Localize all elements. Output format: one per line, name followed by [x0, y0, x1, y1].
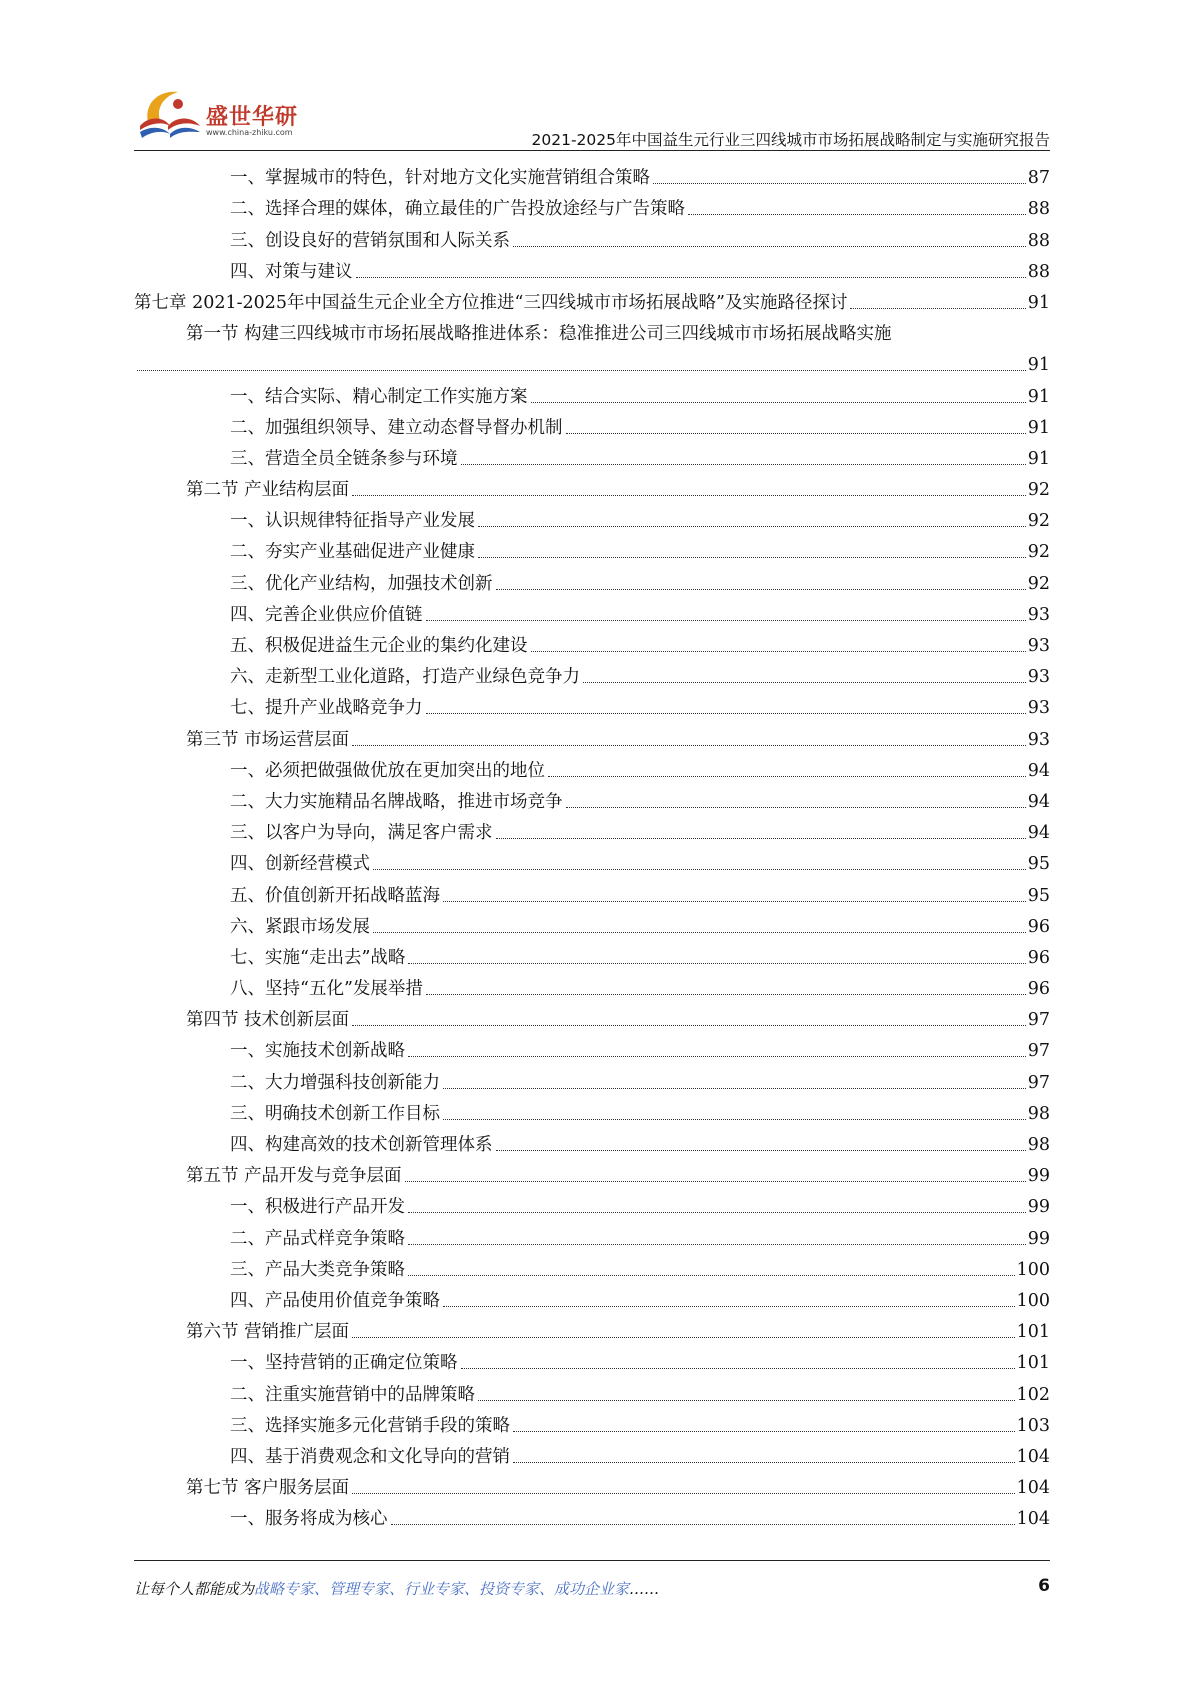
toc-entry[interactable]	[134, 1406, 1050, 1437]
toc-entry-label: 第七节 客户服务层面	[186, 1478, 350, 1499]
toc-entry-label: 三、优化产业结构，加强技术创新	[230, 573, 493, 594]
toc-entry-label: 四、对策与建议	[230, 261, 353, 282]
toc-entry[interactable]	[134, 626, 1050, 657]
toc-entry-label: 二、大力实施精品名牌战略，推进市场竞争	[230, 791, 563, 812]
toc-entry[interactable]	[134, 1156, 1050, 1187]
toc-entry-label: 四、产品使用价值竞争策略	[230, 1290, 440, 1311]
toc-entry-label: 一、服务将成为核心	[230, 1509, 388, 1530]
brand-name: 盛世华研	[206, 105, 299, 130]
toc-entry-page: 92	[1027, 511, 1050, 532]
toc-entry[interactable]	[134, 532, 1050, 563]
toc-dot-leader	[548, 776, 1026, 777]
toc-entry-page: 91	[1027, 292, 1050, 313]
toc-entry-label: 三、选择实施多元化营销手段的策略	[230, 1415, 510, 1436]
toc-dot-leader	[443, 1088, 1026, 1089]
toc-entry[interactable]	[134, 1468, 1050, 1499]
toc-dot-leader	[373, 869, 1026, 870]
toc-entry[interactable]	[134, 657, 1050, 688]
toc-dot-leader	[405, 1181, 1026, 1182]
toc-dot-leader	[426, 713, 1026, 714]
slogan-suffix: ……	[629, 1580, 660, 1598]
toc-dot-leader	[496, 589, 1026, 590]
page-number: 6	[1038, 1576, 1050, 1596]
toc-entry-page: 91	[1027, 355, 1050, 376]
toc-entry-page: 93	[1027, 667, 1050, 688]
toc-entry-page: 88	[1027, 261, 1050, 282]
toc-entry[interactable]	[134, 189, 1050, 220]
toc-entry[interactable]	[134, 1281, 1050, 1312]
toc-entry-page: 104	[1016, 1446, 1050, 1467]
toc-entry-page: 95	[1027, 854, 1050, 875]
toc-dot-leader	[461, 1368, 1015, 1369]
toc-entry-label: 第四节 技术创新层面	[186, 1010, 350, 1031]
toc-entry-label: 三、营造全员全链条参与环境	[230, 448, 458, 469]
toc-entry-label: 一、实施技术创新战略	[230, 1041, 405, 1062]
brand-url: www.china-zhiku.com	[206, 128, 293, 137]
toc-dot-leader	[356, 277, 1026, 278]
toc-entry-page: 104	[1016, 1478, 1050, 1499]
toc-entry[interactable]	[134, 376, 1050, 407]
toc-entry[interactable]	[134, 1250, 1050, 1281]
toc-entry[interactable]	[134, 844, 1050, 875]
toc-entry[interactable]	[134, 1312, 1050, 1343]
toc-entry-label: 六、走新型工业化道路，打造产业绿色竞争力	[230, 667, 580, 688]
toc-entry-label: 一、坚持营销的正确定位策略	[230, 1353, 458, 1374]
toc-dot-leader	[352, 745, 1026, 746]
report-title: 2021-2025年中国益生元行业三四线城市市场拓展战略制定与实施研究报告	[531, 131, 1050, 149]
toc-entry-label: 五、价值创新开拓战略蓝海	[230, 885, 440, 906]
toc-entry-page: 99	[1027, 1197, 1050, 1218]
toc-dot-leader	[373, 932, 1026, 933]
toc-entry-page: 99	[1027, 1166, 1050, 1187]
toc-entry-page: 97	[1027, 1010, 1050, 1031]
toc-entry-label: 二、产品式样竞争策略	[230, 1228, 405, 1249]
toc-entry-label: 四、构建高效的技术创新管理体系	[230, 1135, 493, 1155]
toc-entry-page: 101	[1016, 1353, 1050, 1374]
toc-entry-page: 96	[1027, 947, 1050, 968]
toc-entry-label: 一、掌握城市的特色，针对地方文化实施营销组合策略	[230, 168, 650, 189]
toc-dot-leader	[391, 1524, 1015, 1525]
toc-entry-label: 二、注重实施营销中的品牌策略	[230, 1384, 475, 1405]
toc-entry-label: 四、创新经营模式	[230, 854, 370, 875]
toc-entry[interactable]	[134, 1031, 1050, 1062]
toc-entry-page: 102	[1016, 1384, 1050, 1405]
header-divider	[134, 150, 1050, 151]
toc-entry[interactable]	[134, 1218, 1050, 1249]
toc-entry[interactable]	[134, 969, 1050, 1000]
toc-entry[interactable]	[134, 1343, 1050, 1374]
toc-entry[interactable]	[134, 439, 1050, 470]
toc-entry[interactable]	[134, 1125, 1050, 1156]
toc-entry[interactable]	[134, 751, 1050, 782]
toc-entry-page: 93	[1027, 698, 1050, 719]
toc-entry-label: 二、选择合理的媒体，确立最佳的广告投放途经与广告策略	[230, 199, 685, 220]
toc-entry-label: 第二节 产业结构层面	[186, 480, 350, 501]
toc-entry[interactable]	[134, 1437, 1050, 1468]
toc-dot-leader	[566, 433, 1026, 434]
toc-dot-leader	[850, 308, 1025, 309]
toc-entry[interactable]	[134, 252, 1050, 283]
toc-entry-page: 101	[1016, 1322, 1050, 1343]
toc-entry[interactable]	[134, 345, 1050, 376]
toc-entry-page: 98	[1027, 1103, 1050, 1124]
table-of-contents	[134, 158, 1050, 1530]
toc-entry[interactable]	[134, 688, 1050, 719]
toc-entry-page: 92	[1027, 542, 1050, 563]
toc-entry-page: 94	[1027, 823, 1050, 844]
slogan-highlight: 战略专家、管理专家、行业专家、投资专家、成功企业家	[254, 1580, 630, 1598]
toc-entry[interactable]	[134, 1000, 1050, 1031]
toc-entry[interactable]	[134, 1187, 1050, 1218]
toc-entry-page: 91	[1027, 386, 1050, 407]
toc-entry-page: 96	[1027, 916, 1050, 937]
toc-dot-leader	[653, 183, 1026, 184]
toc-entry[interactable]	[134, 314, 1050, 345]
toc-entry[interactable]	[134, 938, 1050, 969]
toc-dot-leader	[352, 1493, 1015, 1494]
toc-entry-page: 88	[1027, 199, 1050, 220]
toc-entry-page: 100	[1016, 1290, 1050, 1311]
toc-entry-label: 第一节 构建三四线城市市场拓展战略推进体系：稳准推进公司三四线城市市场拓展战略实施	[186, 324, 892, 345]
toc-dot-leader	[408, 1056, 1026, 1057]
toc-entry-page: 93	[1027, 604, 1050, 625]
toc-dot-leader	[443, 1119, 1026, 1120]
toc-dot-leader	[443, 901, 1026, 902]
toc-entry-page: 94	[1027, 760, 1050, 781]
toc-entry-page: 99	[1027, 1228, 1050, 1249]
toc-entry-label: 一、必须把做强做优放在更加突出的地位	[230, 760, 545, 781]
toc-entry-label: 一、积极进行产品开发	[230, 1197, 405, 1218]
toc-entry-page: 97	[1027, 1041, 1050, 1062]
toc-entry[interactable]	[134, 158, 1050, 189]
toc-dot-leader	[513, 1462, 1015, 1463]
toc-entry-label: 三、以客户为导向，满足客户需求	[230, 823, 493, 844]
toc-dot-leader	[583, 682, 1026, 683]
toc-entry[interactable]	[134, 1094, 1050, 1125]
toc-entry-label: 七、提升产业战略竞争力	[230, 698, 423, 719]
logo-emblem-icon	[134, 82, 204, 150]
toc-entry-label: 三、明确技术创新工作目标	[230, 1103, 440, 1124]
toc-entry[interactable]	[134, 220, 1050, 251]
toc-dot-leader	[352, 1337, 1015, 1338]
toc-entry-label: 一、结合实际、精心制定工作实施方案	[230, 386, 528, 407]
footer-divider	[134, 1560, 1050, 1561]
toc-entry-page: 96	[1027, 979, 1050, 1000]
toc-entry-page: 94	[1027, 791, 1050, 812]
toc-dot-leader	[531, 651, 1026, 652]
toc-entry-label: 第六节 营销推广层面	[186, 1322, 350, 1343]
toc-dot-leader	[137, 370, 1026, 371]
toc-entry[interactable]	[134, 595, 1050, 626]
toc-dot-leader	[496, 838, 1026, 839]
toc-entry[interactable]	[134, 875, 1050, 906]
toc-entry-label: 第三节 市场运营层面	[186, 729, 350, 750]
toc-dot-leader	[408, 1244, 1026, 1245]
toc-entry-page: 91	[1027, 448, 1050, 469]
toc-entry-page: 103	[1016, 1415, 1050, 1436]
toc-entry[interactable]	[134, 408, 1050, 439]
toc-entry-label: 五、积极促进益生元企业的集约化建设	[230, 636, 528, 656]
toc-entry[interactable]	[134, 283, 1050, 314]
toc-entry-page: 91	[1027, 417, 1050, 438]
toc-entry-page: 97	[1027, 1072, 1050, 1093]
toc-dot-leader	[478, 1400, 1015, 1401]
toc-entry-label: 二、大力增强科技创新能力	[230, 1072, 440, 1093]
toc-entry-label: 二、加强组织领导、建立动态督导督办机制	[230, 417, 563, 438]
toc-entry-page: 92	[1027, 573, 1050, 594]
toc-entry[interactable]	[134, 1499, 1050, 1530]
toc-dot-leader	[566, 807, 1026, 808]
toc-entry-label: 七、实施“走出去”战略	[230, 947, 406, 968]
toc-entry[interactable]	[134, 470, 1050, 501]
toc-entry-page: 104	[1016, 1509, 1050, 1530]
toc-entry-page: 88	[1027, 230, 1050, 251]
toc-dot-leader	[461, 464, 1026, 465]
toc-entry[interactable]	[134, 782, 1050, 813]
toc-entry-label: 八、坚持“五化”发展举措	[230, 979, 423, 1000]
toc-dot-leader	[513, 1431, 1015, 1432]
toc-entry[interactable]	[134, 813, 1050, 844]
toc-entry-page: 92	[1027, 480, 1050, 501]
toc-entry-label: 四、完善企业供应价值链	[230, 604, 423, 625]
toc-entry-label: 第七章 2021-2025年中国益生元企业全方位推进“三四线城市市场拓展战略”及实施路径探讨	[134, 292, 848, 313]
toc-dot-leader	[496, 1150, 1026, 1151]
toc-dot-leader	[478, 526, 1026, 527]
toc-entry[interactable]	[134, 907, 1050, 938]
toc-entry-page: 93	[1027, 729, 1050, 750]
toc-entry-page: 98	[1027, 1135, 1050, 1155]
slogan-prefix: 让每个人都能成为	[134, 1580, 255, 1598]
toc-entry-label: 三、创设良好的营销氛围和人际关系	[230, 230, 510, 251]
toc-entry[interactable]	[134, 501, 1050, 532]
toc-entry-label: 第五节 产品开发与竞争层面	[186, 1166, 402, 1187]
footer-slogan	[134, 1578, 659, 1599]
company-logo	[134, 82, 324, 150]
toc-entry[interactable]	[134, 563, 1050, 594]
toc-entry-page: 87	[1027, 168, 1050, 189]
toc-entry-label: 一、认识规律特征指导产业发展	[230, 511, 475, 532]
toc-dot-leader	[688, 214, 1026, 215]
toc-dot-leader	[408, 1275, 1015, 1276]
toc-entry-page: 100	[1016, 1259, 1050, 1280]
toc-dot-leader	[531, 402, 1026, 403]
toc-dot-leader	[408, 963, 1025, 964]
toc-dot-leader	[352, 495, 1026, 496]
toc-dot-leader	[352, 1025, 1026, 1026]
toc-dot-leader	[426, 620, 1026, 621]
toc-dot-leader	[443, 1306, 1015, 1307]
toc-dot-leader	[426, 994, 1026, 995]
page-header	[134, 82, 1050, 152]
toc-dot-leader	[513, 246, 1026, 247]
toc-dot-leader	[408, 1212, 1026, 1213]
toc-entry-page: 95	[1027, 885, 1050, 906]
toc-entry-page: 93	[1027, 636, 1050, 656]
toc-entry-label: 四、基于消费观念和文化导向的营销	[230, 1446, 510, 1467]
toc-entry[interactable]	[134, 719, 1050, 750]
toc-dot-leader	[478, 557, 1026, 558]
toc-entry[interactable]	[134, 1062, 1050, 1093]
toc-entry-label: 二、夯实产业基础促进产业健康	[230, 542, 475, 563]
toc-entry[interactable]	[134, 1374, 1050, 1405]
toc-entry-label: 三、产品大类竞争策略	[230, 1259, 405, 1280]
toc-entry-label: 六、紧跟市场发展	[230, 916, 370, 937]
